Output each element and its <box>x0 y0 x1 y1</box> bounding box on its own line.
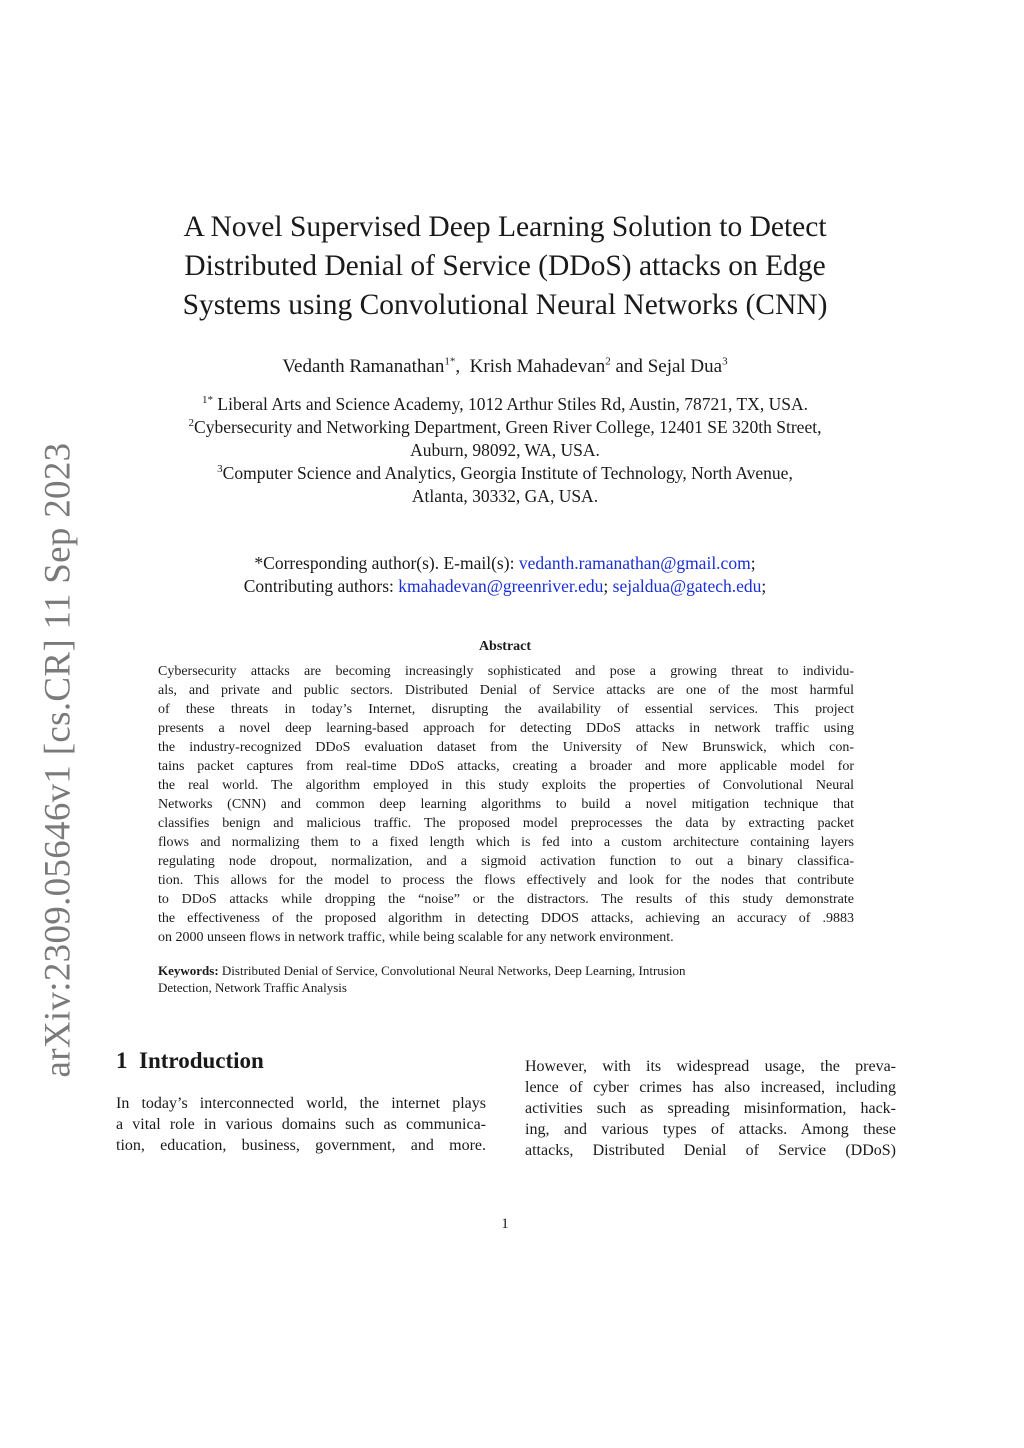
author-separator: and <box>610 356 648 377</box>
contributing-email-link-2[interactable]: sejaldua@gatech.edu <box>612 576 762 596</box>
author-mark: 3 <box>722 355 728 368</box>
affiliations <box>120 393 890 508</box>
abstract-line: als, and private and public sectors. Distributed Denial of Service attacks are one of the most harmful <box>158 683 854 698</box>
affiliation-2 <box>120 416 890 439</box>
section-title: Introduction <box>139 1048 264 1073</box>
abstract-line: presents a novel deep learning-based approach for detecting DDoS attacks in network traffic using <box>158 721 854 736</box>
paragraph-line: a vital role in various domains such as communica- <box>116 1116 486 1133</box>
punctuation: ; <box>750 553 756 573</box>
paragraph-line: tion, education, business, government, and more. <box>116 1137 486 1154</box>
paragraph-line: ing, and various types of attacks. Among these <box>525 1121 896 1138</box>
title-line: Systems using Convolutional Neural Networks (CNN) <box>182 289 828 321</box>
abstract-line: of these threats in today’s Internet, disrupting the availability of essential services. This project <box>158 702 854 717</box>
paragraph-line: activities such as spreading misinformation, hack- <box>525 1100 896 1117</box>
arxiv-identifier: arXiv:2309.05646v1 [cs.CR] 11 Sep 2023 <box>37 442 79 1078</box>
author-name: Sejal Dua <box>647 356 723 377</box>
abstract-line: classifies benign and malicious traffic. The proposed model preprocesses the data by extracting packet <box>158 816 854 831</box>
affiliation-mark: 3 <box>217 463 223 476</box>
contributing-authors <box>150 575 860 598</box>
paragraph-line: In today’s interconnected world, the internet plays <box>116 1095 486 1112</box>
abstract-heading: Abstract <box>478 639 532 654</box>
affiliation-mark: 2 <box>188 417 195 430</box>
author-mark: 2 <box>605 355 611 368</box>
keywords-line: Detection, Network Traffic Analysis <box>158 980 347 995</box>
affiliation-text: Liberal Arts and Science Academy, 1012 Arthur Stiles Rd, Austin, 78721, TX, USA. <box>213 394 808 414</box>
section-number: 1 <box>116 1048 128 1073</box>
abstract-line: the effectiveness of the proposed algorithm in detecting DDOS attacks, achieving an accuracy of .9883 <box>158 911 854 926</box>
corresponding-email-link[interactable]: vedanth.ramanathan@gmail.com <box>518 553 751 573</box>
affiliation-2-cont: Auburn, 98092, WA, USA. <box>410 440 600 460</box>
paragraph-line: attacks, Distributed Denial of Service (DDoS) <box>525 1142 896 1159</box>
title-line: Distributed Denial of Service (DDoS) attacks on Edge <box>184 250 826 282</box>
affiliation-mark: 1* <box>202 394 214 407</box>
corresponding-label: *Corresponding author(s). E-mail(s): <box>254 553 519 573</box>
affiliation-text: Cybersecurity and Networking Department, Green River College, 12401 SE 320th Street, <box>194 417 822 437</box>
affiliation-1 <box>120 393 890 416</box>
page-number: 1 <box>501 1216 509 1232</box>
abstract-body <box>158 662 854 947</box>
contact-info <box>150 552 860 598</box>
author-list <box>150 355 860 379</box>
contributing-email-link-1[interactable]: kmahadevan@greenriver.edu <box>398 576 604 596</box>
corresponding-author <box>150 552 860 575</box>
paragraph-line: lence of cyber crimes has also increased, including <box>525 1079 896 1096</box>
author-mark: 1* <box>444 355 456 368</box>
author-separator: , <box>455 356 470 377</box>
abstract-line: the real world. The algorithm employed in this study exploits the properties of Convolutional Neural <box>158 778 854 793</box>
abstract-line: regulating node dropout, normalization, and a sigmoid activation function to out a binary classifica- <box>158 854 854 869</box>
keywords-text: Distributed Denial of Service, Convolutional Neural Networks, Deep Learning, Intrusion <box>218 963 686 978</box>
section-heading <box>116 1048 264 1074</box>
abstract-line: tion. This allows for the model to process the flows effectively and look for the nodes that contribute <box>158 873 854 888</box>
abstract-line: the industry-recognized DDoS evaluation dataset from the University of New Brunswick, which con- <box>158 740 854 755</box>
affiliation-3 <box>120 462 890 485</box>
abstract-line: on 2000 unseen flows in network traffic, while being scalable for any network environment. <box>158 930 674 945</box>
affiliation-text: Computer Science and Analytics, Georgia Institute of Technology, North Avenue, <box>222 463 793 483</box>
keywords <box>158 962 854 996</box>
abstract-line: tains packet captures from real-time DDoS attacks, creating a broader and more applicable model for <box>158 759 854 774</box>
abstract-line: Networks (CNN) and common deep learning algorithms to build a novel mitigation technique that <box>158 797 854 812</box>
paper-title <box>150 208 860 325</box>
author-name: Krish Mahadevan <box>469 356 606 377</box>
paragraph-line: However, with its widespread usage, the preva- <box>525 1058 896 1075</box>
abstract-line: flows and normalizing them to a fixed length which is fed into a custom architecture containing layers <box>158 835 854 850</box>
contributing-label: Contributing authors: <box>243 576 399 596</box>
punctuation: ; <box>761 576 767 596</box>
punctuation: ; <box>603 576 613 596</box>
keywords-label: Keywords: <box>158 963 219 978</box>
title-line: A Novel Supervised Deep Learning Solution to Detect <box>183 211 827 243</box>
affiliation-3-cont: Atlanta, 30332, GA, USA. <box>411 486 599 506</box>
keywords-line <box>158 962 854 979</box>
intro-right-column <box>525 1056 896 1161</box>
author-name: Vedanth Ramanathan <box>282 356 445 377</box>
abstract-line: to DDoS attacks while dropping the “noise” or the distractors. The results of this study demonstrate <box>158 892 854 907</box>
abstract-line: Cybersecurity attacks are becoming increasingly sophisticated and pose a growing threat to individu- <box>158 664 854 679</box>
intro-left-column <box>116 1093 486 1156</box>
